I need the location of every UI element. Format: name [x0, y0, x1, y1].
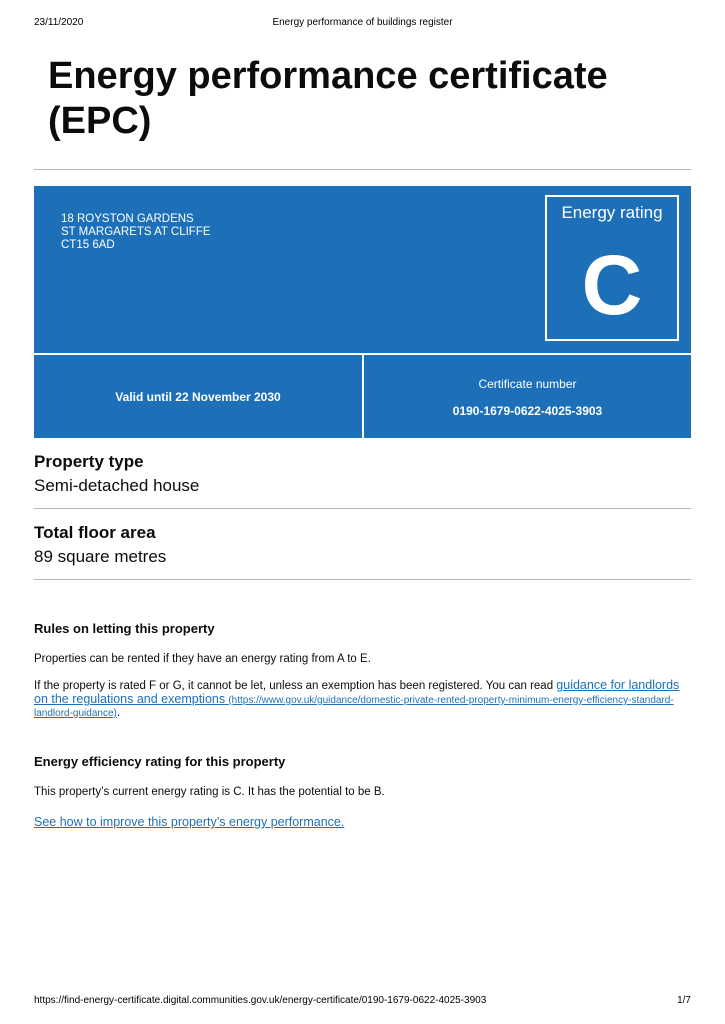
energy-rating-label: Energy rating	[561, 203, 663, 222]
certificate-number-block	[364, 355, 691, 438]
floor-area-label: Total floor area	[34, 523, 156, 542]
address-line-2: ST MARGARETS AT CLIFFE	[61, 226, 211, 238]
print-footer	[34, 995, 691, 1009]
print-url: https://find-energy-certificate.digital.communities.gov.uk/energy-certificate/0190-1679-0622-4025-3903	[34, 995, 487, 1006]
title-divider	[34, 169, 691, 170]
print-page-number: 1/7	[677, 995, 691, 1006]
energy-rating-letter: C	[581, 238, 643, 332]
valid-until	[34, 355, 362, 438]
certificate-number-value: 0190-1679-0622-4025-3903	[452, 404, 603, 418]
energy-rating-box	[545, 195, 679, 341]
letting-rules-heading: Rules on letting this property	[34, 621, 215, 636]
landlord-guidance-link-text-1: guidance for landlords	[556, 678, 680, 692]
print-header	[34, 17, 691, 31]
improve-link-wrapper	[34, 816, 694, 830]
certificate-number-label: Certificate number	[478, 377, 577, 391]
letting-rules-para-1: Properties can be rented if they have an energy rating from A to E.	[34, 653, 371, 665]
floor-area-value: 89 square metres	[34, 547, 167, 566]
address-postcode: CT15 6AD	[61, 239, 115, 251]
landlord-guidance-link-url-2: standard-landlord-guidance)	[34, 695, 674, 719]
print-page-title: Energy performance of buildings register	[272, 17, 453, 28]
epc-summary-banner	[34, 186, 691, 438]
letting-rules-para-2-text: If the property is rated F or G, it cannot be let, unless an exemption has been registered. You can read	[34, 680, 557, 692]
address-line-1: 18 ROYSTON GARDENS	[61, 213, 194, 225]
efficiency-text: This property’s current energy rating is C. It has the potential to be B.	[34, 786, 385, 798]
valid-until-text: Valid until 22 November 2030	[115, 389, 281, 404]
property-type-value: Semi-detached house	[34, 476, 200, 495]
landlord-guidance-link-text-2: on the regulations and exemptions	[34, 692, 226, 706]
summary-divider-1	[34, 508, 691, 509]
property-type-label: Property type	[34, 452, 144, 471]
property-address	[61, 213, 211, 252]
letting-rules-para-2	[34, 679, 694, 720]
letting-rules-para-2-end: .	[116, 707, 121, 719]
landlord-guidance-link-url-1: (https://www.gov.uk/guidance/domestic-private-rented-property-minimum-energy-efficiency-	[228, 695, 632, 706]
improve-performance-link[interactable]: See how to improve this property’s energy performance.	[34, 815, 345, 829]
page-title: Energy performance certificate (EPC)	[48, 55, 608, 142]
summary-divider-2	[34, 579, 691, 580]
efficiency-heading: Energy efficiency rating for this property	[34, 754, 286, 769]
print-date: 23/11/2020	[34, 17, 84, 28]
